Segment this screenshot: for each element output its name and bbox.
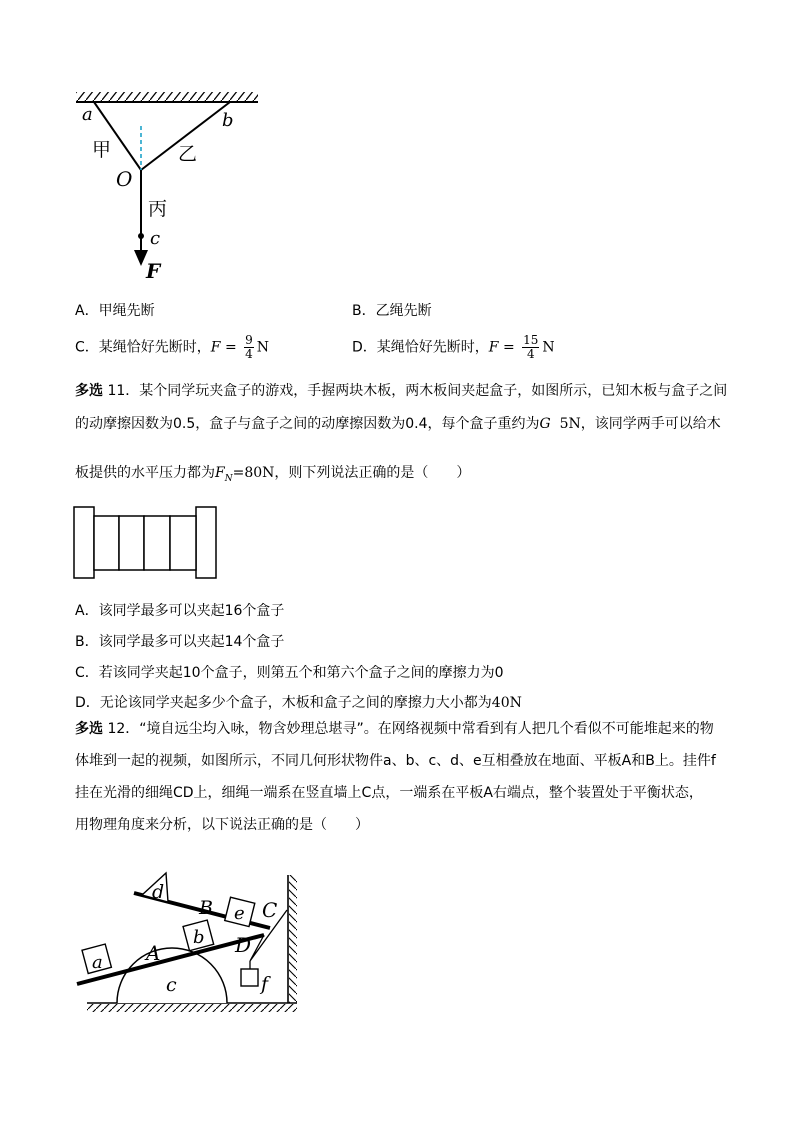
q11-FN-eq: =80	[232, 465, 263, 481]
q12-stem-line3: 挂在光滑的细绳CD上，细绳一端系在竖直墙上C点，一端系在平板A右端点，整个装置处于平衡状态，	[75, 785, 703, 801]
box-3	[144, 516, 170, 570]
q11-option-d-unit: N	[509, 695, 522, 711]
q11-line2a: 的动摩擦因数为0.5，盒子与盒子之间的动摩擦因数为0.4，每个盒子重约为	[75, 416, 540, 432]
box-1	[94, 516, 119, 570]
boxes-figure	[72, 505, 220, 581]
label-c: c	[166, 974, 177, 996]
label-a: a	[92, 952, 103, 973]
q11-option-b[interactable]: B．该同学最多可以夹起14个盒子	[75, 634, 285, 650]
label-d: d	[152, 881, 165, 903]
q10-option-d[interactable]	[352, 334, 555, 361]
q12-line1-text: 12．“境自远尘均入咏，物含妙理总堪寻”。在网络视频中常看到有人把几个看似不可能堆起来的物	[103, 721, 714, 737]
q10-option-c-denominator: 4	[245, 347, 253, 361]
q11-option-d-value: 40	[491, 695, 510, 711]
wall-hatch	[289, 875, 297, 1003]
q10-option-c-fraction	[244, 334, 254, 361]
label-b: b	[193, 927, 205, 948]
q12-stem-line2: 体堆到一起的视频，如图所示，不同几何形状物件a、b、c、d、e互相叠放在地面、平板A和B上。挂件f	[75, 753, 716, 769]
q10-option-b[interactable]: B．乙绳先断	[352, 303, 432, 319]
stacking-figure	[72, 865, 312, 1015]
label-a: a	[82, 104, 93, 125]
q11-G-unit: N	[568, 416, 581, 432]
rope-figure	[70, 90, 270, 280]
label-F: F	[146, 259, 161, 280]
q11-stem-line1	[75, 376, 727, 406]
box-4	[170, 516, 196, 570]
q10-option-c-F: F	[210, 339, 221, 356]
label-jia: 甲	[92, 139, 112, 161]
label-A: A	[146, 941, 161, 965]
q11-line1-text: 11．某个同学玩夹盒子的游戏，手握两块木板，两木板间夹起盒子，如图所示，已知木板与盒子之间	[103, 383, 728, 399]
q11-line3a: 板提供的水平压力都为	[75, 465, 215, 481]
label-yi: 乙	[178, 143, 198, 165]
q10-option-c-unit: N	[256, 339, 270, 356]
label-B: B	[199, 897, 213, 919]
q11-option-d-text: D．无论该同学夹起多少个盒子，木板和盒子之间的摩擦力大小都为	[75, 695, 492, 711]
label-O: O	[116, 167, 133, 191]
q10-option-c[interactable]	[75, 334, 269, 361]
q12-stem-line4: 用物理角度来分析，以下说法正确的是（ ）	[75, 817, 369, 833]
q12-stem-line1	[75, 714, 714, 744]
right-board	[196, 507, 216, 578]
label-e: e	[234, 903, 245, 924]
q10-option-c-numerator: 9	[245, 333, 253, 347]
q10-option-d-numerator: 15	[523, 333, 539, 347]
q12-tag: 多选	[75, 721, 103, 737]
q10-option-d-F: F	[488, 339, 499, 356]
point-c-dot	[138, 233, 144, 239]
q11-option-c[interactable]: C．若该同学夹起10个盒子，则第五个和第六个盒子之间的摩擦力为0	[75, 665, 504, 681]
q11-G: G	[539, 416, 551, 432]
q10-option-d-eq: =	[498, 339, 520, 356]
q11-option-d[interactable]	[75, 692, 522, 712]
label-bing: 丙	[148, 198, 168, 220]
q10-option-d-text: D．某绳恰好先断时，	[352, 339, 489, 356]
label-c: c	[150, 228, 161, 249]
ceiling-hatch	[76, 92, 258, 102]
q11-option-a[interactable]: A．该同学最多可以夹起16个盒子	[75, 603, 285, 619]
q11-FN-unit: N	[262, 465, 275, 481]
q11-FN: F	[215, 465, 225, 481]
q11-line2b: ，该同学两手可以给木	[580, 416, 721, 432]
box-2	[119, 516, 144, 570]
label-b: b	[222, 110, 234, 131]
q11-line3b: ，则下列说法正确的是（ ）	[274, 465, 471, 481]
q11-stem-line2	[75, 409, 721, 439]
label-f: f	[261, 973, 269, 995]
ground-hatch	[87, 1004, 297, 1012]
q11-stem-line3	[75, 458, 470, 494]
q11-G-value: 5	[550, 416, 569, 432]
left-board	[74, 507, 94, 578]
hanging-f	[241, 969, 258, 986]
q10-option-d-unit: N	[542, 339, 555, 356]
q10-option-c-eq: =	[220, 339, 242, 356]
q11-FN-sub: N	[224, 473, 233, 484]
q10-option-a[interactable]: A．甲绳先断	[75, 303, 155, 319]
label-C: C	[262, 898, 278, 922]
q10-option-c-text: C．某绳恰好先断时，	[75, 339, 211, 356]
q11-tag: 多选	[75, 383, 103, 399]
q10-option-d-denominator: 4	[526, 347, 535, 361]
q10-option-d-fraction	[522, 334, 539, 361]
label-D: D	[235, 933, 252, 957]
